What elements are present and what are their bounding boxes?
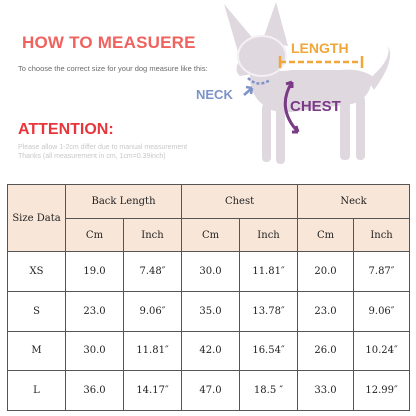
value-cell: 47.0 <box>182 371 240 411</box>
attention-heading: ATTENTION: <box>18 121 114 138</box>
value-cell: 36.0 <box>66 371 124 411</box>
instructions-text: To choose the correct size for your dog measure like this: <box>18 64 208 73</box>
value-cell: 9.06″ <box>354 291 410 331</box>
value-cell: 35.0 <box>182 291 240 331</box>
value-cell: 7.48″ <box>124 252 182 292</box>
unit-header: Inch <box>124 219 182 252</box>
group-header-back-length: Back Length <box>66 185 182 219</box>
dog-tail <box>368 46 390 90</box>
value-cell: 10.24″ <box>354 331 410 371</box>
value-cell: 23.0 <box>66 291 124 331</box>
size-data-label: Size Data <box>12 212 61 224</box>
dog-leg-back-2 <box>356 96 365 160</box>
value-cell: 11.81″ <box>124 331 182 371</box>
group-header-chest: Chest <box>182 185 298 219</box>
attention-note-line-1: Please allow 1-2cm differ due to manual measurement <box>18 144 188 151</box>
value-cell: 14.17″ <box>124 371 182 411</box>
size-cell: S <box>8 291 66 331</box>
neck-label: NECK <box>196 87 233 102</box>
value-cell: 13.78″ <box>240 291 298 331</box>
page-title: HOW TO MEASUERE <box>22 33 196 52</box>
group-header-neck: Neck <box>298 185 410 219</box>
dog-leg-back-1 <box>340 98 350 160</box>
chest-label: CHEST <box>290 98 341 115</box>
value-cell: 7.87″ <box>354 252 410 292</box>
dog-leg-front-2 <box>276 108 285 164</box>
value-cell: 18.5 ″ <box>240 371 298 411</box>
size-cell: M <box>8 331 66 371</box>
length-arrow <box>280 56 362 68</box>
size-chart-table <box>7 184 410 411</box>
value-cell: 30.0 <box>66 331 124 371</box>
value-cell: 26.0 <box>298 331 354 371</box>
value-cell: 11.81″ <box>240 252 298 292</box>
value-cell: 12.99″ <box>354 371 410 411</box>
table-row <box>8 331 410 371</box>
unit-header: Inch <box>354 219 410 252</box>
value-cell: 9.06″ <box>124 291 182 331</box>
table-row <box>8 371 410 411</box>
value-cell: 42.0 <box>182 331 240 371</box>
value-cell: 20.0 <box>298 252 354 292</box>
dog-silhouette <box>224 2 390 164</box>
unit-header: Inch <box>240 219 298 252</box>
size-cell: L <box>8 371 66 411</box>
size-cell: XS <box>8 252 66 292</box>
table-row <box>8 252 410 292</box>
value-cell: 19.0 <box>66 252 124 292</box>
unit-header: Cm <box>66 219 124 252</box>
value-cell: 23.0 <box>298 291 354 331</box>
unit-header: Cm <box>298 219 354 252</box>
length-label: LENGTH <box>291 40 349 56</box>
attention-note-line-2: Thanks (all measurement in cm, 1cm=0.39inch) <box>18 153 166 160</box>
size-data-header <box>8 185 66 252</box>
value-cell: 16.54″ <box>240 331 298 371</box>
value-cell: 30.0 <box>182 252 240 292</box>
dog-leg-front-1 <box>262 104 271 162</box>
value-cell: 33.0 <box>298 371 354 411</box>
unit-header: Cm <box>182 219 240 252</box>
table-row <box>8 291 410 331</box>
